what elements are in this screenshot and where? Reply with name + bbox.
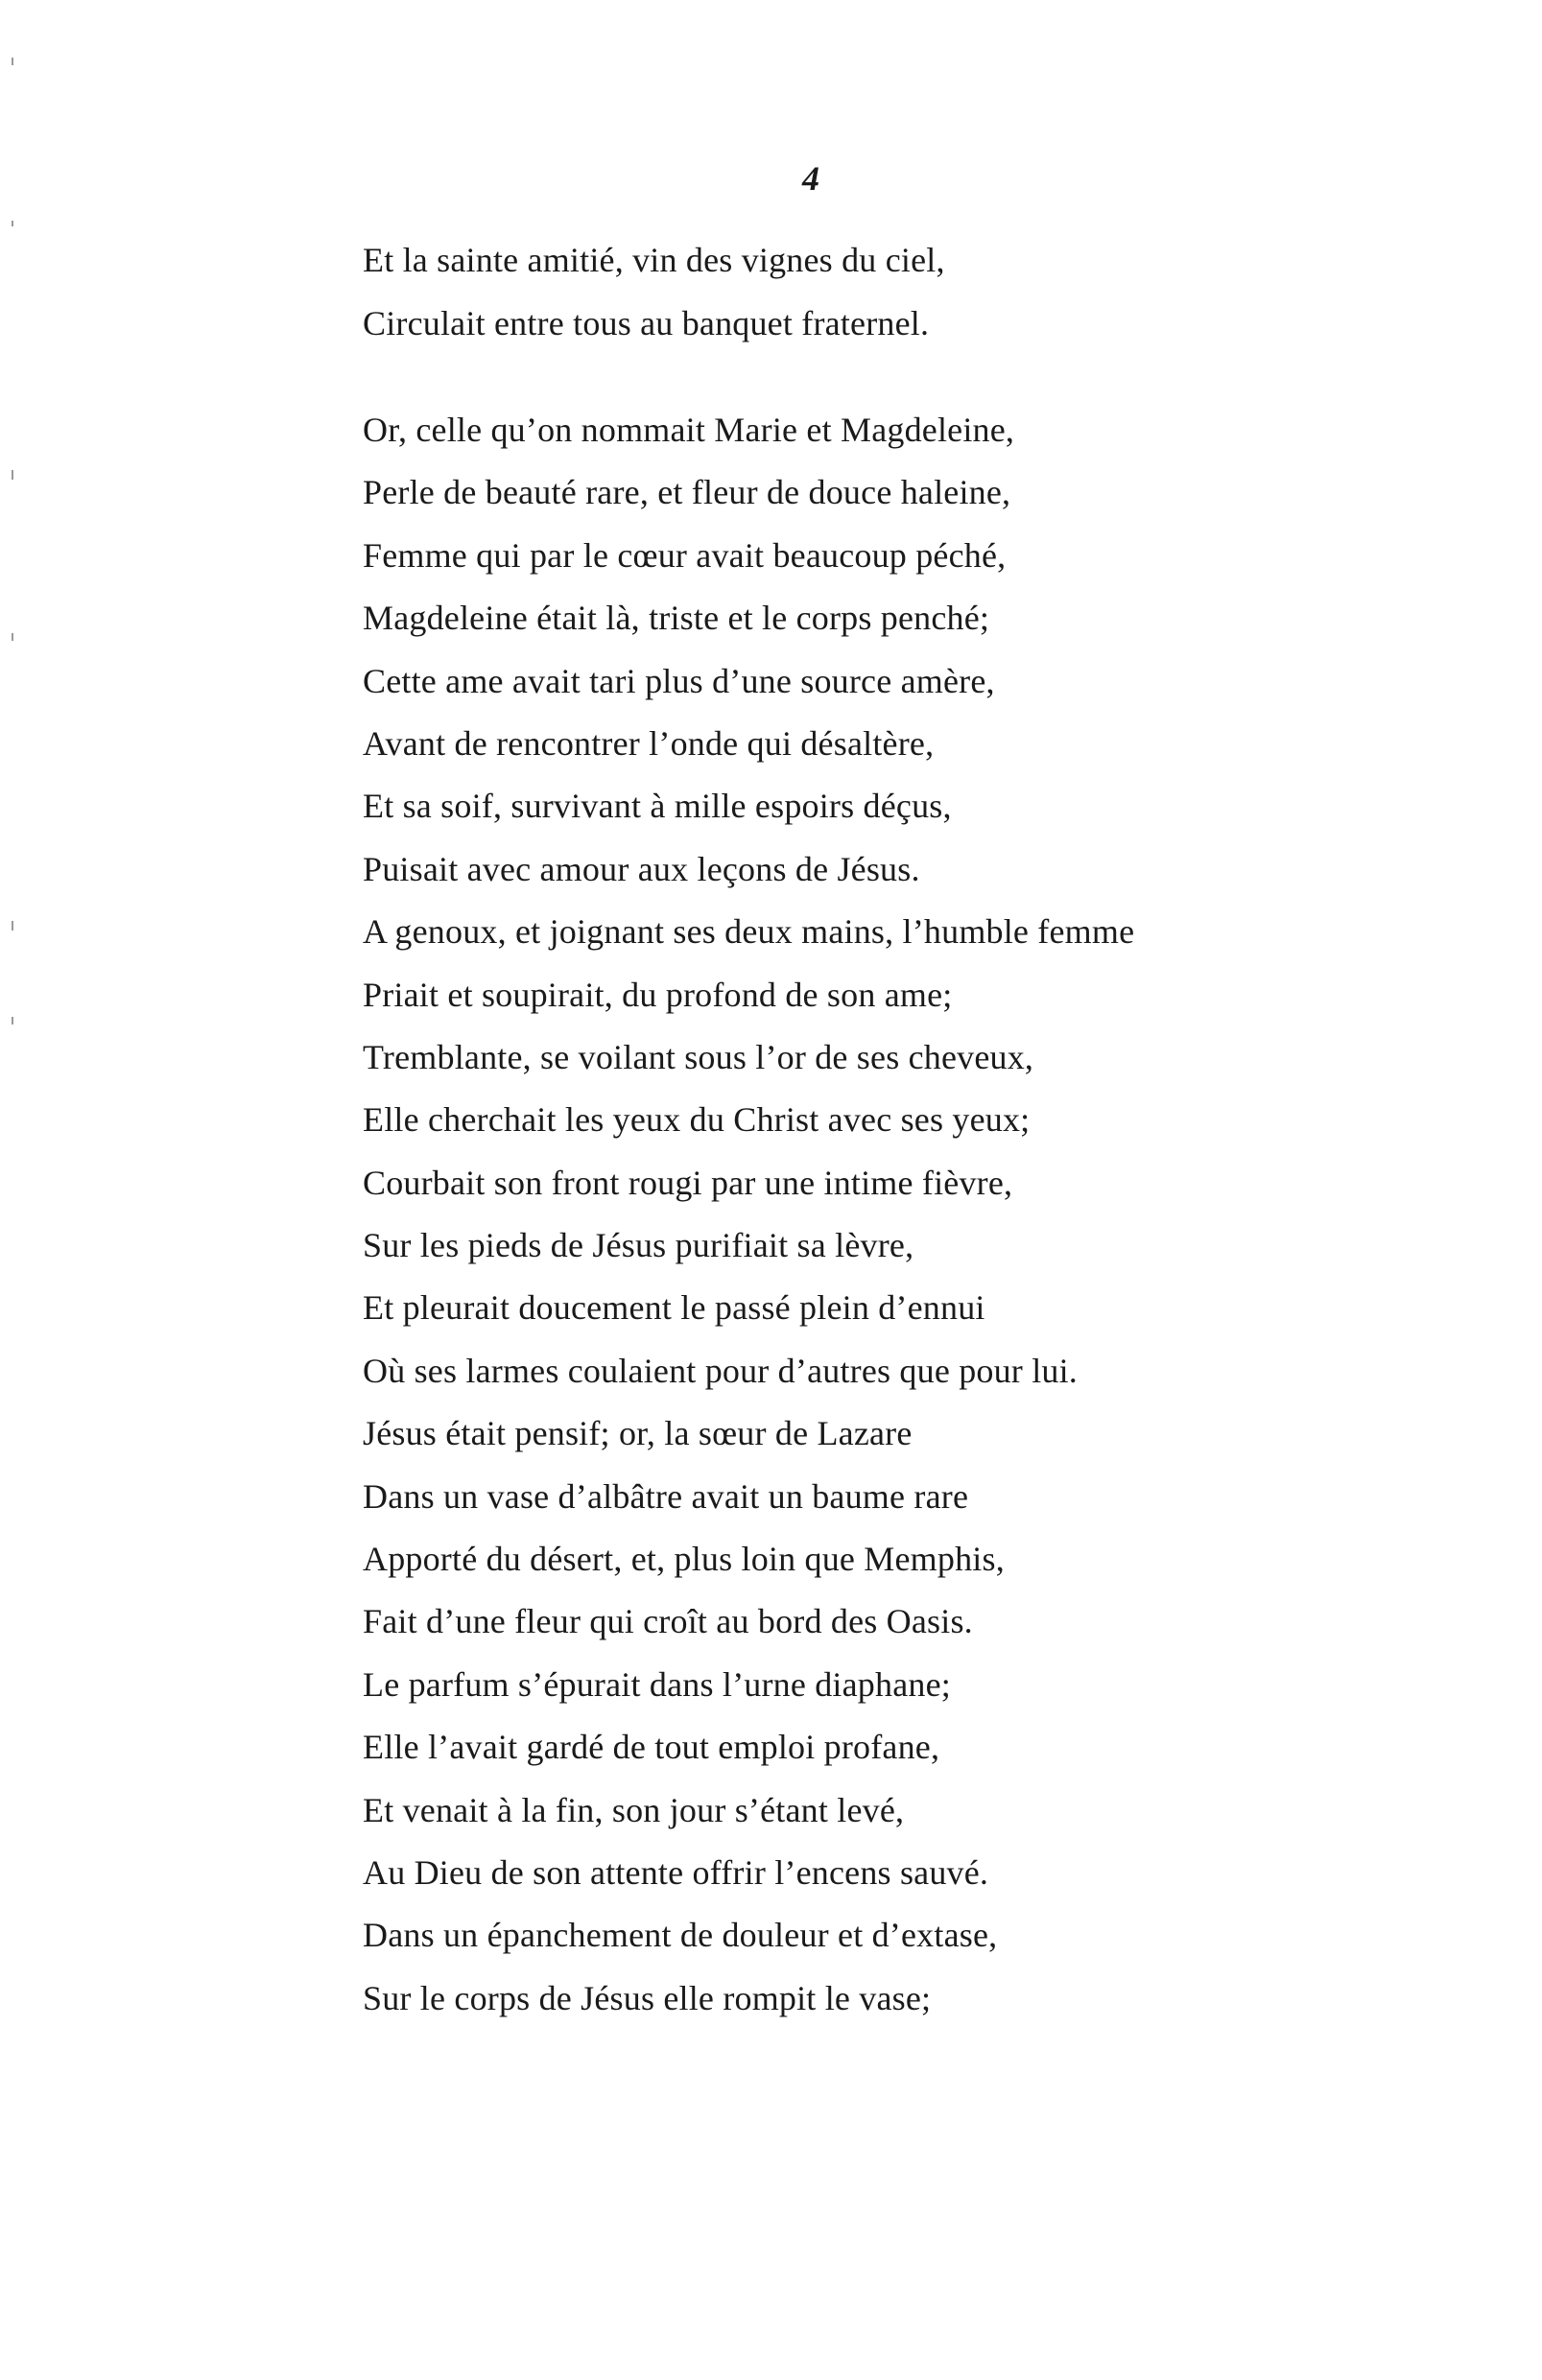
verse-line: Elle cherchait les yeux du Christ avec ses yeux; — [363, 1100, 1031, 1140]
verse-line: Femme qui par le cœur avait beaucoup péché, — [363, 535, 1007, 575]
verse-line: Magdeleine était là, triste et le corps penché; — [363, 599, 990, 638]
page-number: 4 — [802, 159, 819, 198]
verse-line: Tremblante, se voilant sous l’or de ses cheveux, — [363, 1037, 1034, 1076]
verse-line: Courbait son front rougi par une intime fièvre, — [363, 1163, 1013, 1202]
scan-speck — [12, 633, 13, 641]
verse-line: Le parfum s’épurait dans l’urne diaphane; — [363, 1664, 951, 1704]
scan-speck — [12, 921, 13, 931]
verse-line: Et pleurait doucement le passé plein d’ennui — [363, 1288, 985, 1328]
verse-line: Et venait à la fin, son jour s’étant levé, — [363, 1790, 905, 1829]
verse-line: Fait d’une fleur qui croît au bord des Oasis. — [363, 1602, 973, 1641]
scan-speck — [12, 58, 13, 65]
verse-line: Sur les pieds de Jésus purifiait sa lèvre, — [363, 1226, 914, 1265]
verse-line: Et la sainte amitié, vin des vignes du ciel, — [363, 241, 945, 279]
scan-speck — [12, 470, 13, 480]
verse-line: Apporté du désert, et, plus loin que Memphis, — [363, 1540, 1005, 1579]
verse-line: Au Dieu de son attente offrir l’encens sauvé. — [363, 1852, 989, 1892]
verse-line: A genoux, et joignant ses deux mains, l’humble femme — [363, 912, 1135, 952]
verse-line: Puisait avec amour aux leçons de Jésus. — [363, 849, 920, 888]
verse-line: Jésus était pensif; or, la sœur de Lazare — [363, 1414, 913, 1453]
verse-line: Et sa soif, survivant à mille espoirs déçus, — [363, 787, 952, 826]
verse-line: Priait et soupirait, du profond de son ame; — [363, 975, 953, 1014]
verse-line: Dans un vase d’albâtre avait un baume rare — [363, 1476, 969, 1516]
verse-line: Où ses larmes coulaient pour d’autres que pour lui. — [363, 1351, 1079, 1390]
verse-line: Avant de rencontrer l’onde qui désaltère, — [363, 723, 935, 763]
scan-speck — [12, 221, 13, 226]
verse-stanza — [363, 228, 945, 355]
verse-line: Circulait entre tous au banquet fraternel. — [363, 304, 930, 342]
verse-line: Dans un épanchement de douleur et d’extase, — [363, 1916, 998, 1955]
verse-line: Sur le corps de Jésus elle rompit le vase; — [363, 1978, 932, 2017]
verse-line: Perle de beauté rare, et fleur de douce haleine, — [363, 473, 1011, 512]
verse-stanza — [363, 399, 1134, 2030]
verse-line: Elle l’avait gardé de tout emploi profane, — [363, 1728, 940, 1767]
scan-speck — [12, 1017, 13, 1025]
verse-line: Or, celle qu’on nommait Marie et Magdeleine, — [363, 411, 1015, 449]
verse-line: Cette ame avait tari plus d’une source amère, — [363, 661, 995, 700]
